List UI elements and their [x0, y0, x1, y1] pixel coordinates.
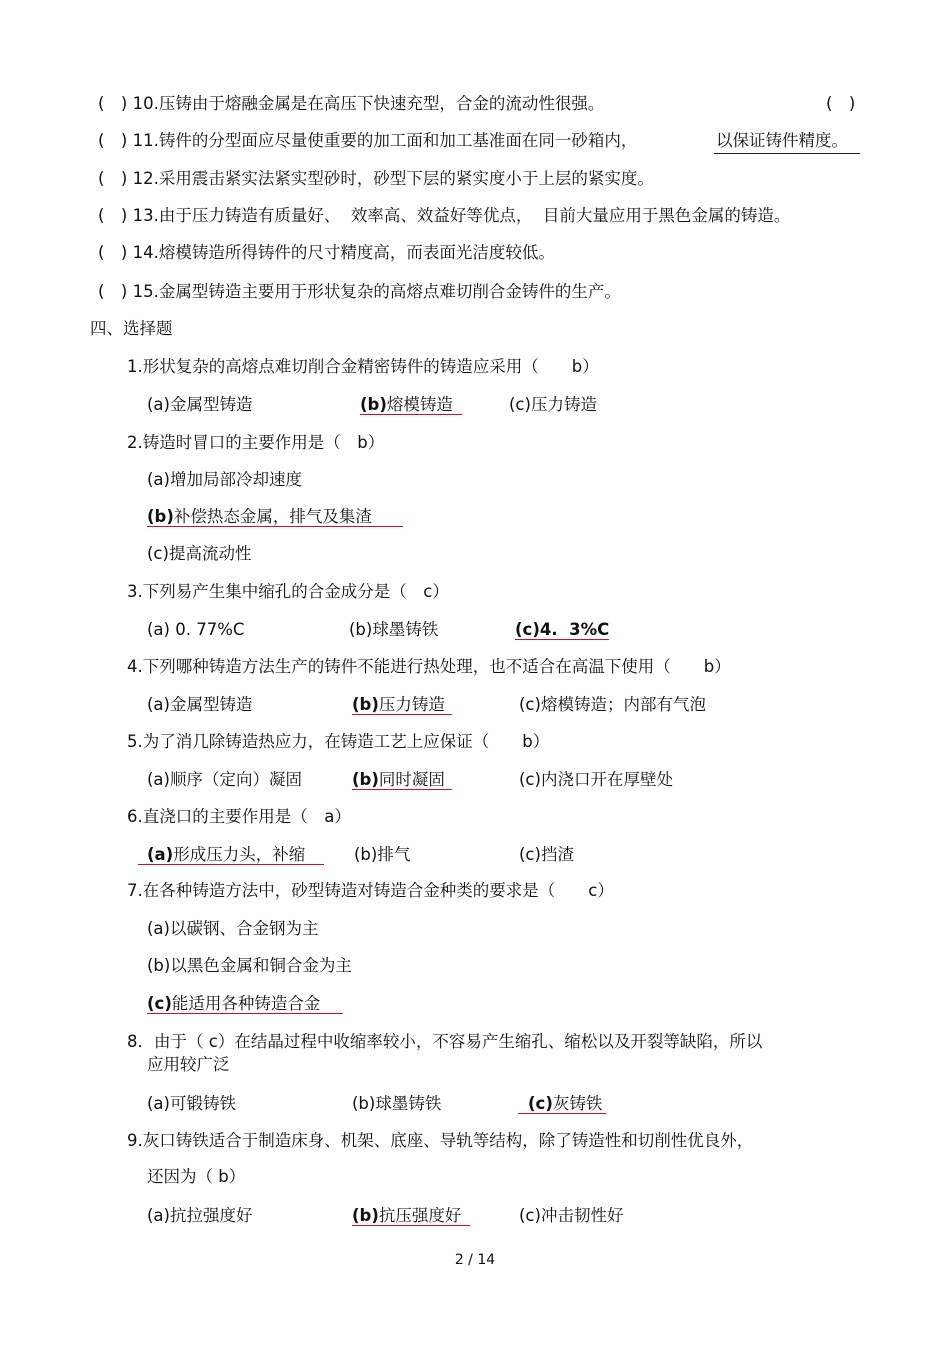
mc-q8-stem-cont: 应用较广泛	[147, 1055, 230, 1074]
answer-blank: ( )	[98, 94, 128, 113]
mc-q3-option-b: (b)球墨铸铁	[349, 620, 439, 639]
mc-q7-option-a: (a)以碳钢、合金钢为主	[147, 919, 319, 938]
option-text: 补偿热态金属，排气及集渣	[173, 507, 372, 526]
mc-q2-stem: 2.铸造时冒口的主要作用是（ b）	[127, 433, 385, 452]
mc-q1-stem: 1.形状复杂的高熔点难切削合金精密铸件的铸造应采用（ b）	[127, 357, 599, 376]
question-text-tail: 以保证铸件精度。	[716, 131, 848, 150]
mc-q8-option-c	[528, 1093, 602, 1115]
answer-underline	[352, 1225, 470, 1226]
answer-underline	[360, 414, 462, 415]
answer-underline	[147, 1013, 343, 1014]
mc-q9-option-a: (a)抗拉强度好	[147, 1206, 253, 1225]
mc-q5-option-b	[352, 769, 445, 791]
tf-q11	[98, 130, 637, 152]
underline	[714, 153, 860, 154]
mc-q7-option-b: (b)以黑色金属和铜合金为主	[147, 956, 352, 975]
answer-blank: ( )	[826, 94, 856, 113]
answer-underline	[352, 789, 452, 790]
page-number: 2 / 14	[454, 1252, 496, 1268]
option-text: 同时凝固	[378, 770, 445, 789]
question-text: 15.金属型铸造主要用于形状复杂的高熔点难切削合金铸件的生产。	[132, 282, 621, 301]
mc-q3-option-a: (a) 0. 77%C	[147, 620, 245, 639]
mc-q2-option-b	[147, 506, 372, 528]
answer-blank: ( )	[98, 206, 128, 225]
mc-q9-stem-cont: 还因为（ b）	[147, 1167, 246, 1186]
mc-q2-option-c: (c)提高流动性	[147, 544, 252, 563]
mc-q4-stem: 4.下列哪种铸造方法生产的铸件不能进行热处理，也不适合在高温下使用（ b）	[127, 657, 731, 676]
answer-mark: (b)	[352, 695, 379, 714]
mc-q1-option-b	[360, 394, 453, 416]
section-title: 四、选择题	[90, 319, 173, 338]
option-text: 灰铸铁	[552, 1094, 603, 1113]
answer-underline	[518, 1113, 606, 1114]
question-text: 13.由于压力铸造有质量好、 效率高、效益好等优点， 目前大量应用于黑色金属的铸造。	[132, 206, 791, 225]
tf-q14	[98, 242, 555, 264]
answer-mark: (b)	[352, 770, 379, 789]
mc-q9-option-b	[352, 1205, 461, 1227]
tf-q10	[98, 93, 604, 115]
mc-q8-option-a: (a)可锻铸铁	[147, 1094, 236, 1113]
tf-q15	[98, 281, 621, 303]
mc-q4-option-a: (a)金属型铸造	[147, 695, 253, 714]
question-text: 11.铸件的分型面应尽量使重要的加工面和加工基准面在同一砂箱内，	[132, 131, 638, 150]
mc-q8-stem: 8．由于（ c）在结晶过程中收缩率较小，不容易产生缩孔、缩松以及开裂等缺陷，所以	[127, 1032, 763, 1051]
mc-q4-option-b	[352, 694, 445, 716]
tf-q13	[98, 205, 790, 227]
option-text: 熔模铸造	[386, 395, 453, 414]
answer-mark: (b)	[147, 507, 174, 526]
answer-underline	[352, 714, 452, 715]
question-text: 12.采用震击紧实法紧实型砂时，砂型下层的紧实度小于上层的紧实度。	[132, 169, 654, 188]
option-text: 抗压强度好	[378, 1206, 462, 1225]
mc-q6-option-b: (b)排气	[354, 845, 411, 864]
answer-underline	[515, 639, 609, 640]
mc-q6-stem: 6.直浇口的主要作用是（ a）	[127, 807, 351, 826]
mc-q9-option-c: (c)冲击韧性好	[519, 1206, 624, 1225]
answer-blank: ( )	[98, 169, 128, 188]
answer-underline	[147, 526, 403, 527]
question-text: 10.压铸由于熔融金属是在高压下快速充型，合金的流动性很强。	[132, 94, 605, 113]
mc-q8-option-b: (b)球墨铸铁	[352, 1094, 442, 1113]
answer-mark: (c)	[147, 994, 172, 1013]
mc-q5-stem: 5.为了消几除铸造热应力，在铸造工艺上应保证（ b）	[127, 732, 550, 751]
mc-q5-option-a: (a)顺序（定向）凝固	[147, 770, 302, 789]
mc-q6-option-c: (c)挡渣	[519, 845, 574, 864]
mc-q7-stem: 7.在各种铸造方法中，砂型铸造对铸造合金种类的要求是（ c）	[127, 881, 614, 900]
question-text: 14.熔模铸造所得铸件的尺寸精度高，而表面光洁度较低。	[132, 243, 555, 262]
mc-q7-option-c	[147, 993, 320, 1015]
mc-q4-option-c: (c)熔模铸造；内部有气泡	[519, 695, 706, 714]
mc-q6-option-a	[147, 844, 305, 866]
answer-blank: ( )	[98, 243, 128, 262]
answer-mark: (c)	[528, 1094, 553, 1113]
answer-mark: (a)	[147, 845, 174, 864]
answer-mark: (b)	[360, 395, 387, 414]
option-text: 压力铸造	[378, 695, 445, 714]
mc-q1-option-a: (a)金属型铸造	[147, 395, 253, 414]
answer-mark: (c)4. 3%C	[515, 620, 610, 639]
mc-q2-option-a: (a)增加局部冷却速度	[147, 470, 302, 489]
mc-q1-option-c: (c)压力铸造	[509, 395, 597, 414]
mc-q3-stem: 3.下列易产生集中缩孔的合金成分是（ c）	[127, 582, 449, 601]
answer-blank: ( )	[98, 131, 128, 150]
tf-q12	[98, 168, 654, 190]
mc-q9-stem: 9.灰口铸铁适合于制造床身、机架、底座、导轨等结构，除了铸造性和切削性优良外，	[127, 1131, 754, 1150]
answer-mark: (b)	[352, 1206, 379, 1225]
option-text: 形成压力头，补缩	[173, 845, 306, 864]
answer-blank: ( )	[98, 282, 128, 301]
mc-q3-option-c	[515, 619, 609, 641]
answer-underline	[138, 864, 324, 865]
option-text: 能适用各种铸造合金	[171, 994, 321, 1013]
mc-q5-option-c: (c)内浇口开在厚壁处	[519, 770, 673, 789]
